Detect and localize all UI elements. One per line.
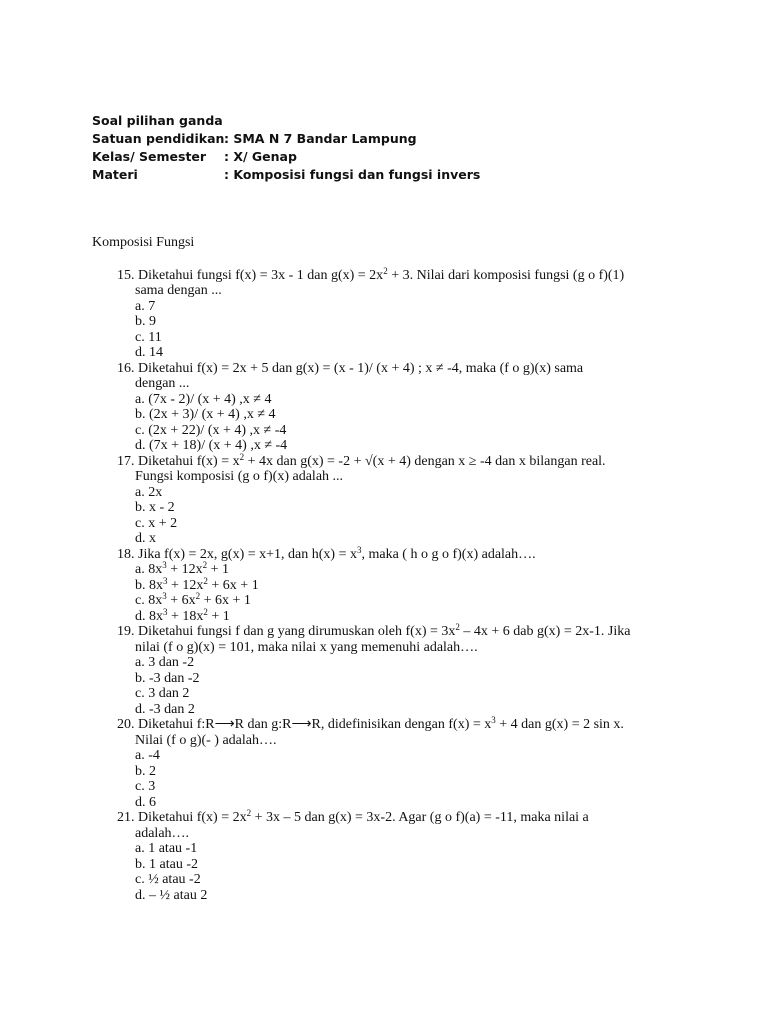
question-item [117, 717, 630, 810]
superscript: 3 [163, 575, 168, 586]
question-text [117, 451, 630, 470]
document-header [92, 112, 480, 184]
header-key: Kelas/ Semester [92, 149, 207, 164]
text: 20. Diketahui f:R⟶R dan g:R⟶R, didefinisikan dengan f(x) = x [117, 717, 492, 732]
superscript: 3 [162, 591, 167, 601]
question-item [117, 544, 630, 625]
answer-option [117, 314, 630, 330]
answer-option [117, 655, 630, 671]
answer-option [117, 764, 630, 780]
text: 21. Diketahui f(x) = 2x [117, 810, 247, 825]
answer-option [117, 872, 630, 888]
text: d. -3 dan 2 [135, 701, 195, 717]
text: , maka ( h o g o f)(x) adalah…. [361, 546, 536, 562]
text: 19. Diketahui fungsi f dan g yang dirumuskan oleh f(x) = 3x [117, 624, 456, 639]
header-value: : SMA N 7 Bandar Lampung [224, 131, 417, 146]
question-text-continued: dengan ... [135, 376, 190, 391]
answer-option [117, 299, 630, 315]
superscript: 3 [356, 544, 362, 555]
superscript: 2 [455, 622, 460, 632]
text: + 12x [167, 577, 204, 593]
text: d. 14 [135, 345, 163, 360]
answer-option [117, 423, 630, 439]
question-text-continued: Fungsi komposisi (g o f)(x) adalah ... [135, 469, 344, 484]
header-title-row [92, 112, 480, 130]
text: + 12x [166, 562, 203, 577]
text: b. -3 dan -2 [135, 670, 200, 686]
superscript: 2 [239, 451, 245, 462]
text: c. (2x + 22)/ (x + 4) ,x ≠ -4 [135, 422, 287, 438]
text: b. (2x + 3)/ (x + 4) ,x ≠ 4 [135, 407, 276, 422]
superscript: 2 [246, 808, 252, 818]
text: + 3x – 5 dan g(x) = 3x-2. Agar (g o f)(a) = -11, maka nilai a [251, 810, 589, 825]
answer-option [117, 841, 630, 857]
answer-option [117, 407, 630, 423]
header-key: Satuan pendidikan [92, 131, 225, 146]
answer-option [117, 392, 630, 408]
answer-option [117, 485, 630, 501]
superscript: 2 [203, 606, 208, 617]
text: d. x [135, 531, 156, 546]
text: d. – ½ atau 2 [135, 887, 208, 903]
text: + 1 [207, 608, 230, 624]
text: – 4x + 6 dab g(x) = 2x-1. Jika [459, 624, 631, 639]
question-item [117, 265, 630, 361]
text: + 4x dan g(x) = -2 + √(x + 4) dengan x ≥ -4 dan x bilangan real. [244, 453, 606, 469]
text: 15. Diketahui fungsi f(x) = 3x - 1 dan g(x) = 2x [117, 267, 384, 283]
answer-option [117, 438, 630, 454]
answer-option [117, 888, 630, 904]
header-row-material [92, 166, 480, 184]
answer-option [117, 748, 630, 764]
superscript: 2 [202, 560, 208, 570]
superscript: 3 [163, 606, 168, 617]
text: + 4 dan g(x) = 2 sin x. [495, 717, 624, 732]
header-row-class [92, 148, 480, 166]
text: d. 8x [135, 608, 163, 624]
text: a. 2x [135, 484, 163, 500]
text: c. 8x [135, 593, 163, 608]
text: d. 6 [135, 794, 156, 810]
answer-option [117, 686, 630, 702]
header-value: : Komposisi fungsi dan fungsi invers [224, 167, 481, 182]
answer-option [117, 575, 630, 594]
text: a. 7 [135, 298, 156, 314]
header-key: Materi [92, 167, 138, 182]
superscript: 2 [383, 265, 388, 276]
question-text [117, 544, 630, 563]
text: + 3. Nilai dari komposisi fungsi (g o f)(1) [387, 267, 625, 283]
text: b. 9 [135, 314, 156, 329]
text: 16. Diketahui f(x) = 2x + 5 dan g(x) = (x - 1)/ (x + 4) ; x ≠ -4, maka (f o g)(x) sama [117, 360, 584, 376]
answer-option [117, 671, 630, 687]
question-text-continued: nilai (f o g)(x) = 101, maka nilai x yang memenuhi adalah…. [135, 639, 478, 655]
text: + 18x [167, 608, 204, 624]
question-item [117, 810, 630, 903]
text: c. 3 [135, 779, 156, 794]
answer-option [117, 593, 630, 609]
question-text [117, 265, 630, 284]
text: 17. Diketahui f(x) = x [117, 453, 240, 469]
text: b. x - 2 [135, 500, 175, 515]
answer-option [117, 857, 630, 873]
text: a. -4 [135, 748, 160, 763]
text: d. (7x + 18)/ (x + 4) ,x ≠ -4 [135, 438, 288, 453]
superscript: 2 [203, 575, 208, 586]
question-item [117, 451, 630, 547]
text: a. (7x - 2)/ (x + 4) ,x ≠ 4 [135, 391, 272, 407]
text: a. 3 dan -2 [135, 655, 195, 670]
question-list [117, 265, 631, 904]
question-text [117, 361, 630, 377]
text: a. 1 atau -1 [135, 841, 198, 856]
superscript: 2 [195, 591, 201, 601]
question-text [117, 624, 630, 640]
answer-option [117, 500, 630, 516]
header-row-school [92, 130, 480, 148]
answer-option [117, 562, 630, 578]
section-title: Komposisi Fungsi [92, 235, 195, 250]
text: + 6x + 1 [207, 577, 259, 593]
answer-option [117, 330, 630, 346]
text: + 6x [166, 593, 196, 608]
text: c. 3 dan 2 [135, 686, 190, 701]
question-item [117, 361, 630, 454]
header-value: : X/ Genap [224, 149, 297, 164]
question-text-continued: Nilai (f o g)(- ) adalah…. [135, 732, 277, 748]
answer-option [117, 702, 630, 718]
question-text [117, 810, 630, 826]
question-text-continued: sama dengan ... [135, 283, 222, 298]
superscript: 3 [491, 715, 496, 725]
answer-option [117, 531, 630, 547]
header-title: Soal pilihan ganda [92, 113, 223, 128]
text: b. 1 atau -2 [135, 856, 198, 872]
text: b. 2 [135, 763, 156, 779]
text: 18. Jika f(x) = 2x, g(x) = x+1, dan h(x) = x [117, 546, 357, 562]
answer-option [117, 779, 630, 795]
text: c. ½ atau -2 [135, 872, 201, 887]
answer-option [117, 606, 630, 625]
question-text [117, 717, 630, 733]
answer-option [117, 345, 630, 361]
text: b. 8x [135, 577, 163, 593]
answer-option [117, 516, 630, 532]
question-item [117, 624, 630, 717]
text: + 6x + 1 [200, 593, 251, 608]
answer-option [117, 795, 630, 811]
text: + 1 [207, 562, 230, 577]
text: c. x + 2 [135, 515, 178, 531]
text: c. 11 [135, 329, 162, 345]
superscript: 3 [162, 560, 167, 570]
text: a. 8x [135, 562, 163, 577]
question-text-continued: adalah…. [135, 825, 190, 841]
